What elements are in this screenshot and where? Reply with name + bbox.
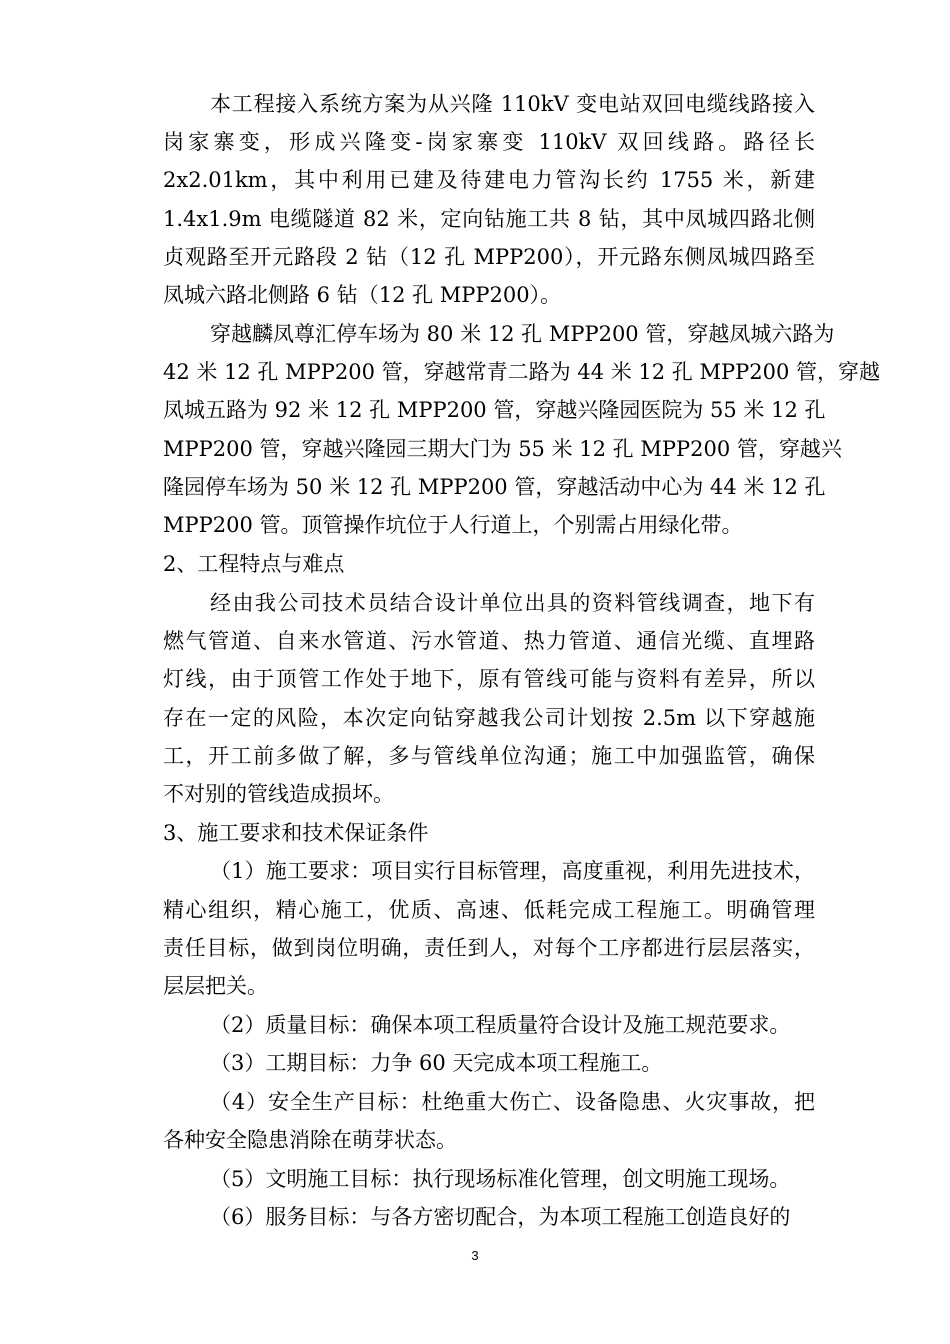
text-line: 隆园停车场为 50 米 12 孔 MPP200 管，穿越活动中心为 44 米 12 孔 <box>163 475 826 499</box>
text-line: （2）质量目标：确保本项工程质量符合设计及施工规范要求。 <box>210 1013 791 1037</box>
text-line: 各种安全隐患消除在萌芽状态。 <box>163 1128 457 1152</box>
text-line: MPP200 管，穿越兴隆园三期大门为 55 米 12 孔 MPP200 管，穿越兴 <box>163 437 842 461</box>
text-line: 凤城五路为 92 米 12 孔 MPP200 管，穿越兴隆园医院为 55 米 12 孔 <box>163 398 826 422</box>
text-line: 精心组织，精心施工，优质、高速、低耗完成工程施工。明确管理 <box>163 898 815 922</box>
text-line: 本工程接入系统方案为从兴隆 110kV 变电站双回电缆线路接入 <box>210 92 815 116</box>
text-line: （1）施工要求：项目实行目标管理，高度重视，利用先进技术， <box>210 859 815 883</box>
text-line: 2x2.01km，其中利用已建及待建电力管沟长约 1755 米，新建 <box>163 168 815 192</box>
text-line: （3）工期目标：力争 60 天完成本项工程施工。 <box>210 1051 663 1075</box>
page-number: 3 <box>471 1248 479 1263</box>
text-line: 责任目标，做到岗位明确，责任到人，对每个工序都进行层层落实， <box>163 936 815 960</box>
text-line: 燃气管道、自来水管道、污水管道、热力管道、通信光缆、直埋路 <box>163 629 815 653</box>
text-line: 穿越麟凤尊汇停车场为 80 米 12 孔 MPP200 管，穿越凤城六路为 <box>210 322 835 346</box>
text-line: 层层把关。 <box>163 974 268 998</box>
text-line: 工，开工前多做了解，多与管线单位沟通；施工中加强监管，确保 <box>163 744 815 768</box>
text-line: 凤城六路北侧路 6 钻（12 孔 MPP200）。 <box>163 283 562 307</box>
text-line: MPP200 管。顶管操作坑位于人行道上，个别需占用绿化带。 <box>163 513 743 537</box>
text-line: 不对别的管线造成损坏。 <box>163 782 394 806</box>
text-line: （4）安全生产目标：杜绝重大伤亡、设备隐患、火灾事故，把 <box>210 1090 815 1114</box>
text-line: 存在一定的风险，本次定向钻穿越我公司计划按 2.5m 以下穿越施 <box>163 706 815 730</box>
text-line: 经由我公司技术员结合设计单位出具的资料管线调查，地下有 <box>210 591 815 615</box>
section-heading: 2、工程特点与难点 <box>163 552 345 576</box>
text-line: 42 米 12 孔 MPP200 管，穿越常青二路为 44 米 12 孔 MPP200 管，穿越 <box>163 360 881 384</box>
section-heading: 3、施工要求和技术保证条件 <box>163 821 429 845</box>
text-line: 岗家寨变，形成兴隆变-岗家寨变 110kV 双回线路。路径长 <box>163 130 815 154</box>
text-line: 1.4x1.9m 电缆隧道 82 米，定向钻施工共 8 钻，其中凤城四路北侧 <box>163 207 815 231</box>
text-line: 贞观路至开元路段 2 钻（12 孔 MPP200），开元路东侧凤城四路至 <box>163 245 815 269</box>
text-line: 灯线，由于顶管工作处于地下，原有管线可能与资料有差异，所以 <box>163 667 815 691</box>
text-line: （5）文明施工目标：执行现场标准化管理，创文明施工现场。 <box>210 1167 791 1191</box>
text-line: （6）服务目标：与各方密切配合，为本项工程施工创造良好的 <box>210 1205 791 1229</box>
